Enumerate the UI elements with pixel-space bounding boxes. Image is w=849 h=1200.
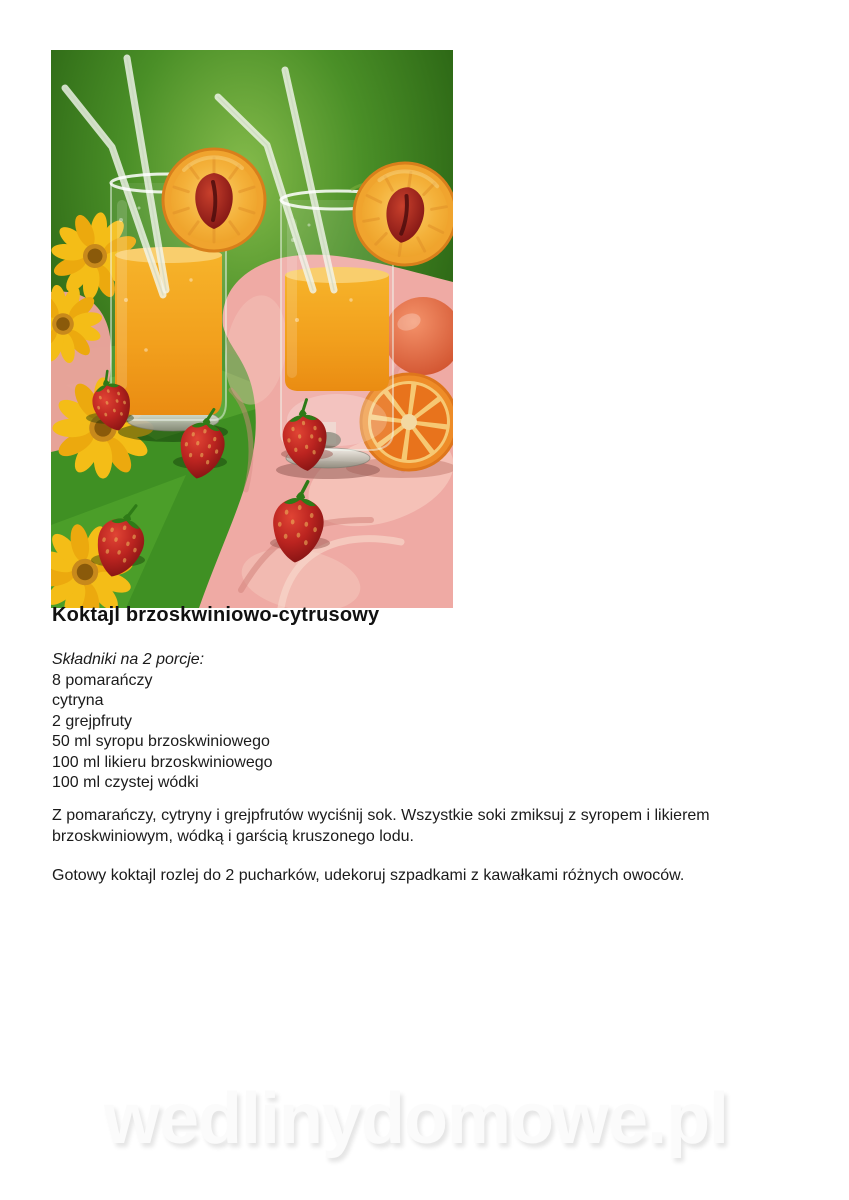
- peach-garnish-left: [163, 149, 265, 251]
- ingredient-list: [52, 671, 273, 794]
- instruction-line: Z pomarańczy, cytryny i grejpfrutów wyciśnij sok. Wszystkie soki zmiksuj z syropem i likierem: [52, 807, 710, 824]
- ingredient-item: 50 ml syropu brzoskwiniowego: [52, 733, 270, 750]
- instructions-paragraph-2: Gotowy koktajl rozlej do 2 pucharków, udekoruj szpadkami z kawałkami różnych owoców.: [52, 867, 685, 884]
- ingredient-item: cytryna: [52, 692, 104, 709]
- ingredient-item: 2 grejpfruty: [52, 712, 133, 730]
- servings-label: Składniki na 2 porcje:: [52, 651, 205, 668]
- ingredient-item: 8 pomarańczy: [52, 671, 153, 689]
- ingredient-item: 100 ml likieru brzoskwiniowego: [52, 753, 273, 771]
- site-watermark: wedlinydomowe.pl: [104, 1079, 729, 1159]
- ingredient-item: 100 ml czystej wódki: [52, 774, 199, 791]
- instruction-line: brzoskwiniowym, wódką i garścią kruszonego lodu.: [52, 827, 414, 845]
- instructions-paragraph-1: [52, 806, 710, 847]
- recipe-title: Koktajl brzoskwiniowo-cytrusowy: [52, 604, 380, 626]
- ingredients-section: [52, 650, 273, 794]
- recipe-photo: [51, 50, 453, 608]
